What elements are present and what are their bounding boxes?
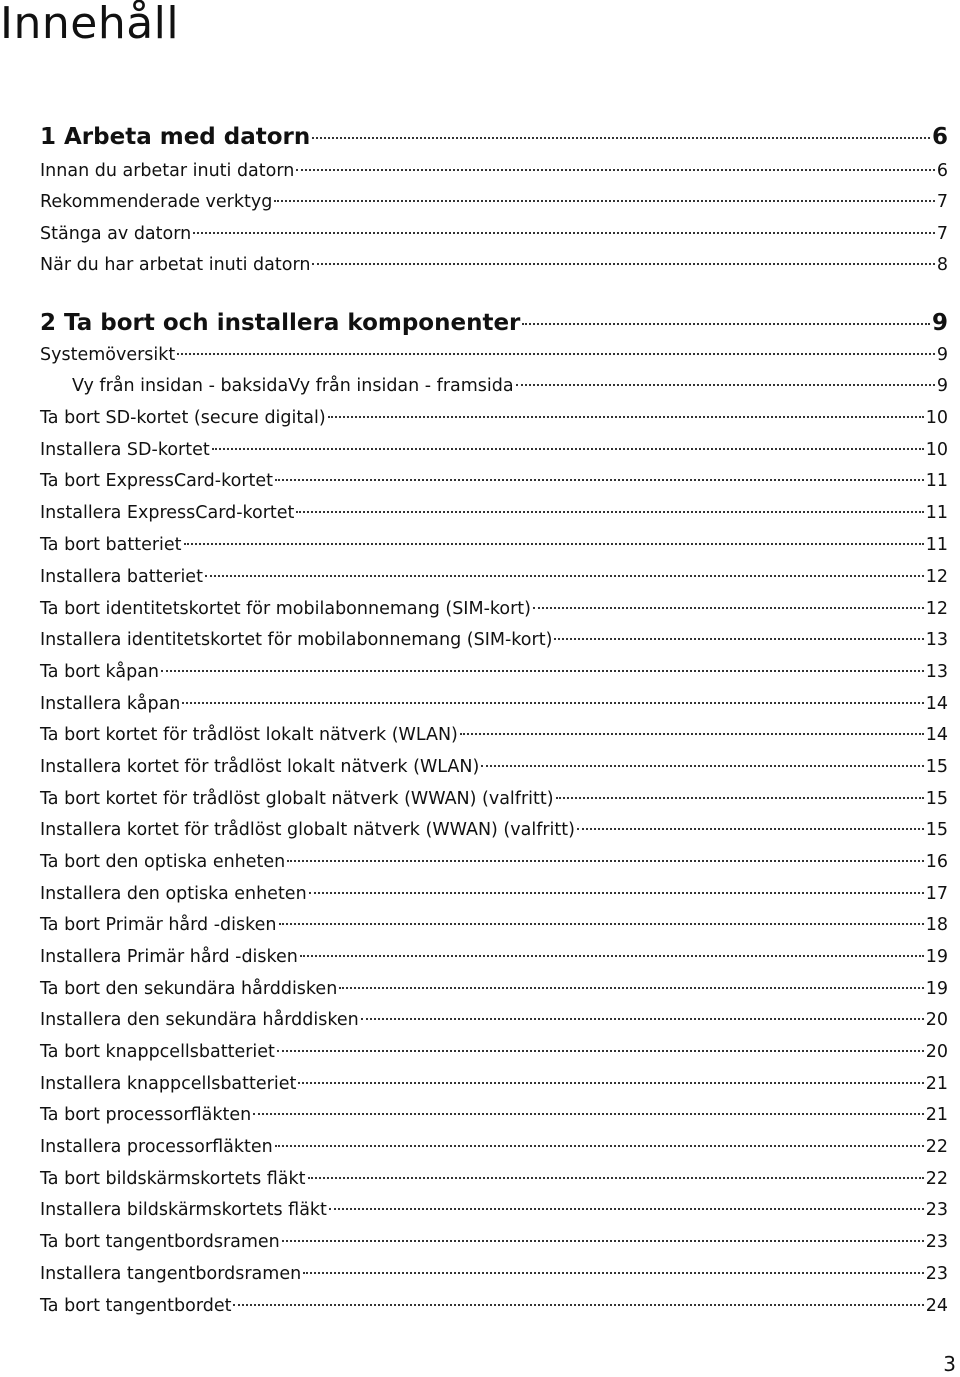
toc-entry-label: 2 Ta bort och installera komponenter xyxy=(40,310,521,336)
toc-leader-dots xyxy=(312,137,930,139)
toc-chapter-link[interactable] xyxy=(40,121,948,153)
toc-entry-label: Ta bort ExpressCard-kortet xyxy=(40,471,274,491)
toc-leader-dots xyxy=(329,1208,924,1210)
toc-entry-label: Ta bort den sekundära hårddisken xyxy=(40,979,338,999)
toc-entry-link[interactable] xyxy=(40,186,948,218)
toc-entry-link[interactable] xyxy=(40,593,948,625)
toc-entry-label: Installera bildskärmskortets fläkt xyxy=(40,1200,327,1220)
toc-entry-link[interactable] xyxy=(40,1194,948,1226)
toc-page-number: 18 xyxy=(925,915,948,935)
toc-page-number: 21 xyxy=(925,1074,948,1094)
toc-entry-link[interactable] xyxy=(40,941,948,973)
toc-leader-dots xyxy=(296,511,923,513)
toc-entry-link[interactable] xyxy=(40,1068,948,1100)
toc-leader-dots xyxy=(339,987,923,989)
toc-entry-link[interactable] xyxy=(40,688,948,720)
toc-entry-link[interactable] xyxy=(40,973,948,1005)
toc-page-number: 20 xyxy=(925,1042,948,1062)
toc-entry-link[interactable] xyxy=(40,402,948,434)
toc-entry-link[interactable] xyxy=(40,1036,948,1068)
toc-entry-label: Systemöversikt xyxy=(40,345,176,365)
toc-page-number: 14 xyxy=(925,694,948,714)
toc-entry-link[interactable] xyxy=(40,497,948,529)
toc-page-number: 13 xyxy=(925,662,948,682)
toc-page-number: 15 xyxy=(925,820,948,840)
toc-page-number: 11 xyxy=(925,503,948,523)
toc-chapter-link[interactable] xyxy=(40,307,948,339)
toc-entry-label: Installera processorfläkten xyxy=(40,1137,273,1157)
toc-leader-dots xyxy=(460,733,924,735)
toc-entry-label: Stänga av datorn xyxy=(40,224,192,244)
toc-entry-link[interactable] xyxy=(40,751,948,783)
toc-leader-dots xyxy=(533,607,924,609)
toc-page-number: 11 xyxy=(925,471,948,491)
toc-page-number: 14 xyxy=(925,725,948,745)
toc-entry-label: Installera den sekundära hårddisken xyxy=(40,1010,359,1030)
toc-page-number: 23 xyxy=(925,1232,948,1252)
toc-page-number: 22 xyxy=(925,1169,948,1189)
toc-page-number: 6 xyxy=(931,124,948,150)
toc-entry-label: Ta bort kortet för trådlöst globalt nätverk (WWAN) (valfritt) xyxy=(40,789,554,809)
toc-leader-dots xyxy=(182,702,923,704)
toc-page-number: 7 xyxy=(936,224,948,244)
page-number: 3 xyxy=(943,1352,956,1376)
toc-entry-label: Installera Primär hård -disken xyxy=(40,947,298,967)
toc-leader-dots xyxy=(277,1050,924,1052)
toc-page-number: 24 xyxy=(925,1296,948,1316)
toc-entry-link[interactable] xyxy=(40,1290,948,1322)
toc-leader-dots xyxy=(328,416,924,418)
toc-entry-label: Installera kortet för trådlöst globalt nätverk (WWAN) (valfritt) xyxy=(40,820,575,840)
toc-entry-label: Installera batteriet xyxy=(40,567,203,587)
toc-leader-dots xyxy=(212,448,924,450)
toc-entry-link[interactable] xyxy=(40,529,948,561)
toc-leader-dots xyxy=(184,543,924,545)
toc-leader-dots xyxy=(253,1113,923,1115)
toc-entry-label: Ta bort SD-kortet (secure digital) xyxy=(40,408,326,428)
toc-entry-link[interactable] xyxy=(40,846,948,878)
toc-entry-link[interactable] xyxy=(40,814,948,846)
toc-entry-label: Ta bort batteriet xyxy=(40,535,182,555)
toc-page-number: 20 xyxy=(925,1010,948,1030)
toc-entry-link[interactable] xyxy=(40,1226,948,1258)
toc-entry-link[interactable] xyxy=(40,719,948,751)
toc-leader-dots xyxy=(303,1272,924,1274)
toc-entry-label: 1 Arbeta med datorn xyxy=(40,124,311,150)
toc-entry-label: Rekommenderade verktyg xyxy=(40,192,273,212)
toc-leader-dots xyxy=(282,1240,924,1242)
toc-entry-label: Ta bort kortet för trådlöst lokalt nätverk (WLAN) xyxy=(40,725,458,745)
toc-entry-label: Installera ExpressCard-kortet xyxy=(40,503,295,523)
toc-page-number: 15 xyxy=(925,789,948,809)
toc-page-number: 23 xyxy=(925,1264,948,1284)
toc-page-number: 10 xyxy=(925,408,948,428)
toc-entry-label: Ta bort bildskärmskortets fläkt xyxy=(40,1169,306,1189)
toc-page-number: 9 xyxy=(936,345,948,365)
toc-entry-link[interactable] xyxy=(40,249,948,281)
toc-entry-link[interactable] xyxy=(72,370,948,402)
toc-leader-dots xyxy=(309,892,924,894)
toc-entry-link[interactable] xyxy=(40,561,948,593)
toc-leader-dots xyxy=(177,353,935,355)
toc-entry-label: Ta bort tangentbordsramen xyxy=(40,1232,280,1252)
toc-entry-link[interactable] xyxy=(40,783,948,815)
toc-page-number: 7 xyxy=(936,192,948,212)
toc-entry-link[interactable] xyxy=(40,624,948,656)
toc-entry-label: Ta bort tangentbordet xyxy=(40,1296,232,1316)
toc-leader-dots xyxy=(296,169,935,171)
toc-leader-dots xyxy=(312,263,934,265)
page-title: Innehåll xyxy=(0,0,180,49)
toc-leader-dots xyxy=(298,1082,923,1084)
toc-entry-link[interactable] xyxy=(40,1004,948,1036)
toc-leader-dots xyxy=(161,670,924,672)
toc-leader-dots xyxy=(481,765,923,767)
toc-entry-label: Ta bort identitetskortet för mobilabonnemang (SIM-kort) xyxy=(40,599,531,619)
toc-leader-dots xyxy=(275,479,924,481)
toc-page-number: 22 xyxy=(925,1137,948,1157)
toc-entry-label: Ta bort den optiska enheten xyxy=(40,852,286,872)
toc-entry-label: Installera kåpan xyxy=(40,694,181,714)
toc-leader-dots xyxy=(205,575,924,577)
toc-page-number: 16 xyxy=(925,852,948,872)
toc-page-number: 21 xyxy=(925,1105,948,1125)
toc-entry-link[interactable] xyxy=(40,155,948,187)
toc-entry-label: Innan du arbetar inuti datorn xyxy=(40,161,295,181)
toc-page-number: 6 xyxy=(936,161,948,181)
toc-leader-dots xyxy=(275,1145,924,1147)
toc-entry-label: Ta bort knappcellsbatteriet xyxy=(40,1042,275,1062)
toc-entry-link[interactable] xyxy=(40,465,948,497)
toc-page-number: 17 xyxy=(925,884,948,904)
toc-page-number: 11 xyxy=(925,535,948,555)
toc-leader-dots xyxy=(522,323,930,325)
toc-page-number: 19 xyxy=(925,947,948,967)
toc-entry-link[interactable] xyxy=(40,1099,948,1131)
toc-leader-dots xyxy=(233,1304,923,1306)
toc-entry-link[interactable] xyxy=(40,1131,948,1163)
toc-entry-link[interactable] xyxy=(40,1163,948,1195)
toc-leader-dots xyxy=(193,232,935,234)
toc-page-number: 9 xyxy=(936,376,948,396)
toc-leader-dots xyxy=(274,200,935,202)
toc-entry-link[interactable] xyxy=(40,218,948,250)
toc-entry-link[interactable] xyxy=(40,878,948,910)
toc-leader-dots xyxy=(577,828,924,830)
toc-entry-link[interactable] xyxy=(40,434,948,466)
toc-entry-label: Ta bort Primär hård -disken xyxy=(40,915,277,935)
toc-entry-label: Installera knappcellsbatteriet xyxy=(40,1074,297,1094)
toc-leader-dots xyxy=(300,955,924,957)
toc-page-number: 19 xyxy=(925,979,948,999)
toc-entry-label: Installera tangentbordsramen xyxy=(40,1264,302,1284)
toc-page-number: 12 xyxy=(925,599,948,619)
toc-page-number: 13 xyxy=(925,630,948,650)
toc-entry-label: När du har arbetat inuti datorn xyxy=(40,255,311,275)
toc-leader-dots xyxy=(279,923,924,925)
toc-page-number: 23 xyxy=(925,1200,948,1220)
toc-entry-label: Ta bort processorfläkten xyxy=(40,1105,252,1125)
toc-entry-link[interactable] xyxy=(40,339,948,371)
toc-leader-dots xyxy=(287,860,923,862)
toc-page-number: 10 xyxy=(925,440,948,460)
toc-entry-link[interactable] xyxy=(40,909,948,941)
toc-entry-label: Installera kortet för trådlöst lokalt nätverk (WLAN) xyxy=(40,757,480,777)
toc-entry-label: Installera den optiska enheten xyxy=(40,884,307,904)
toc-page-number: 12 xyxy=(925,567,948,587)
toc-leader-dots xyxy=(361,1018,924,1020)
toc-leader-dots xyxy=(556,797,924,799)
toc-leader-dots xyxy=(516,384,935,386)
toc-entry-label: Installera SD-kortet xyxy=(40,440,210,460)
toc-entry-link[interactable] xyxy=(40,656,948,688)
toc-entry-label: Vy från insidan - baksidaVy från insidan - framsida xyxy=(72,376,514,396)
toc-page-number: 15 xyxy=(925,757,948,777)
toc-entry-label: Ta bort kåpan xyxy=(40,662,159,682)
toc-entry-link[interactable] xyxy=(40,1258,948,1290)
toc-leader-dots xyxy=(554,638,923,640)
toc-page-number: 9 xyxy=(931,310,948,336)
toc-entry-label: Installera identitetskortet för mobilabonnemang (SIM-kort) xyxy=(40,630,553,650)
toc-leader-dots xyxy=(308,1177,924,1179)
toc-page-number: 8 xyxy=(936,255,948,275)
